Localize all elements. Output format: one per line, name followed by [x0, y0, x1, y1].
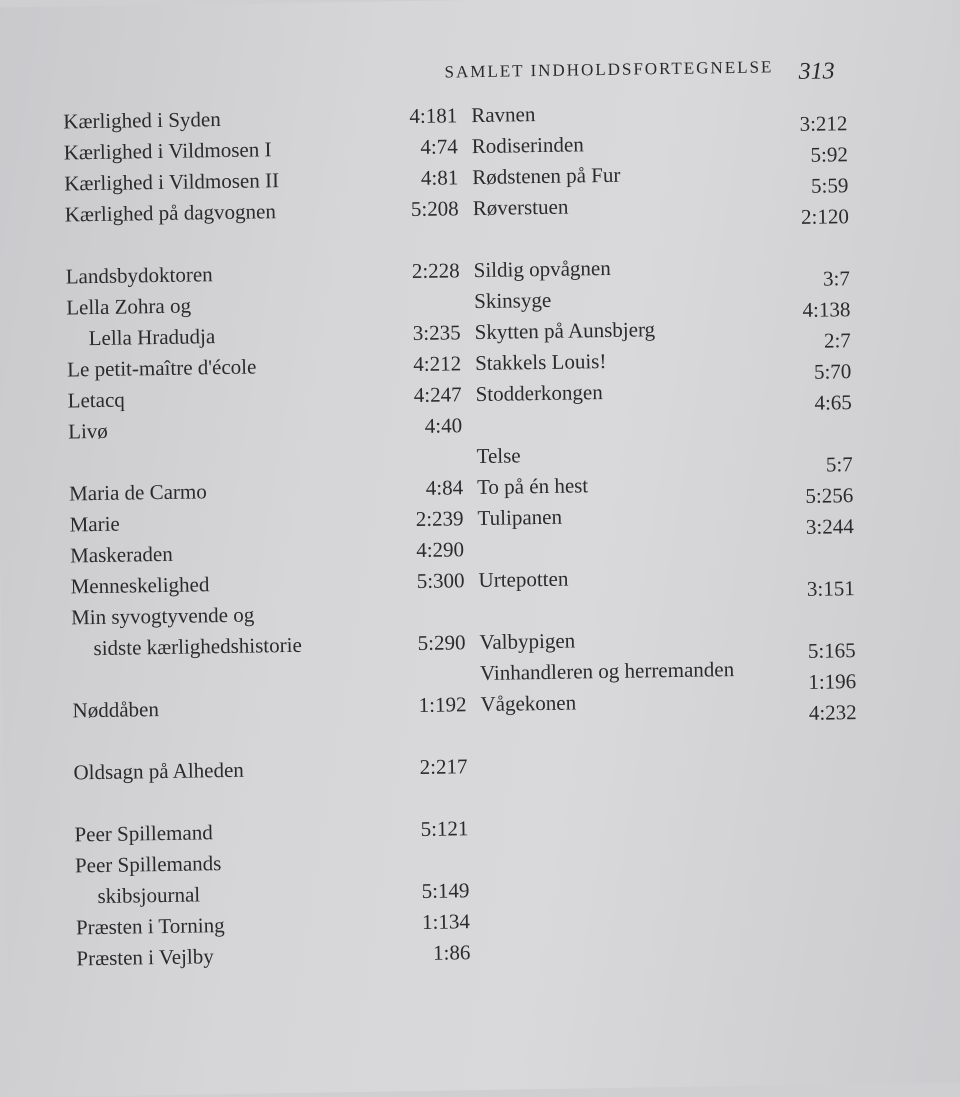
- entry-volume-page: 5:92: [810, 142, 849, 167]
- entry-title: Ravnen: [471, 102, 536, 128]
- index-column-right: [471, 94, 861, 725]
- entry-volume-page: 5:165: [807, 638, 856, 663]
- entry-volume-page: 1:134: [421, 909, 471, 934]
- page-number: 313: [798, 58, 835, 85]
- entry-title: Telse: [476, 443, 521, 469]
- entry-title: Le petit-maître d'école: [67, 354, 257, 382]
- entry-title: Peer Spillemands: [74, 851, 222, 878]
- entry-title: Vinhandleren og herremanden: [479, 657, 735, 686]
- entry-title: Livø: [67, 418, 109, 444]
- entry-volume-page: 5:208: [410, 196, 459, 222]
- entry-title: Landsbydoktoren: [65, 262, 213, 289]
- entry-volume-page: 4:232: [808, 700, 857, 725]
- entry-title: Menneskelighed: [70, 572, 210, 599]
- entry-title: Tulipanen: [477, 504, 563, 531]
- entry-volume-page: 2:228: [411, 258, 460, 284]
- entry-volume-page: 2:239: [415, 506, 464, 532]
- entry-title: Sildig opvågnen: [473, 255, 611, 283]
- index-entry: [475, 373, 855, 415]
- entry-volume-page: 4:74: [420, 134, 458, 159]
- entry-title: Marie: [69, 511, 120, 537]
- index-entry: [71, 627, 471, 664]
- entry-volume-page: 4:138: [802, 297, 851, 322]
- entry-title: Kærlighed på dagvognen: [64, 199, 277, 227]
- running-head: SAMLET INDHOLDSFORTEGNELSE: [444, 57, 774, 82]
- entry-title: Præsten i Vejlby: [76, 944, 214, 971]
- entry-title: Lella Zohra og: [66, 293, 192, 320]
- index-column-left: [63, 100, 477, 974]
- entry-volume-page: 1:86: [432, 940, 471, 965]
- entry-volume-page: 5:59: [810, 173, 849, 198]
- entry-volume-page: 5:149: [421, 878, 470, 903]
- entry-title: Peer Spillemand: [74, 820, 213, 847]
- entry-volume-page: 1:192: [418, 692, 467, 717]
- entry-title: Urtepotten: [478, 566, 569, 593]
- entry-title: sidste kærlighedshistorie: [93, 632, 302, 661]
- index-entry: [478, 559, 858, 601]
- entry-title: Kærlighed i Syden: [63, 107, 221, 134]
- entry-volume-page: 4:65: [814, 390, 852, 415]
- index-entry: [73, 751, 473, 788]
- index-entry: [72, 689, 472, 726]
- entry-volume-page: 2:120: [800, 204, 850, 229]
- entry-volume-page: 2:7: [823, 328, 852, 353]
- entry-volume-page: 3:7: [822, 266, 851, 291]
- entry-title: Lella Hradudja: [88, 324, 216, 351]
- entry-title: Skinsyge: [473, 287, 552, 314]
- entry-title: Kærlighed i Vildmosen II: [64, 168, 280, 196]
- entry-title: Letacq: [67, 387, 125, 413]
- entry-title: Røverstuen: [472, 194, 569, 221]
- index-entry: [477, 497, 857, 539]
- entry-title: Stodderkongen: [475, 380, 603, 407]
- entry-volume-page: 2:217: [419, 754, 468, 779]
- entry-volume-page: 3:151: [806, 576, 855, 601]
- entry-volume-page: 5:121: [420, 816, 469, 841]
- entry-title: Maskeraden: [69, 541, 173, 568]
- entry-title: Kærlighed i Vildmosen I: [63, 137, 272, 165]
- entry-title: Maria de Carmo: [68, 479, 207, 506]
- index-entry: [76, 937, 476, 974]
- entry-volume-page: 4:247: [413, 382, 462, 408]
- entry-volume-page: 4:84: [425, 475, 464, 500]
- entry-title: Stakkels Louis!: [474, 348, 607, 376]
- entry-title: Rødstenen på Fur: [472, 162, 621, 190]
- entry-volume-page: 4:290: [416, 537, 465, 563]
- entry-title: Valbypigen: [479, 628, 576, 655]
- entry-volume-page: 3:244: [805, 514, 854, 539]
- entry-volume-page: 4:181: [409, 103, 458, 129]
- index-entry: [472, 187, 852, 229]
- entry-volume-page: 3:235: [412, 320, 461, 346]
- entry-title: skibsjournal: [97, 882, 201, 909]
- entry-title: Skytten på Aunsbjerg: [474, 317, 656, 345]
- entry-volume-page: 4:81: [420, 165, 459, 190]
- entry-volume-page: 1:196: [808, 669, 857, 694]
- entry-volume-page: 5:290: [417, 630, 466, 655]
- entry-title: Rodiserinden: [471, 132, 584, 159]
- index-entry: [68, 410, 468, 447]
- entry-volume-page: 4:40: [424, 413, 463, 438]
- entry-volume-page: 5:300: [416, 568, 465, 593]
- entry-volume-page: 5:7: [825, 452, 853, 477]
- entry-title: Oldsagn på Alheden: [73, 757, 244, 785]
- entry-title: To på én hest: [476, 473, 589, 500]
- entry-title: Vågekonen: [480, 690, 577, 717]
- entry-title: Min syvogtyvende og: [70, 602, 255, 630]
- entry-title: Præsten i Torning: [75, 913, 225, 940]
- entry-volume-page: 3:212: [799, 111, 848, 136]
- entry-volume-page: 5:70: [813, 359, 852, 384]
- entry-volume-page: 4:212: [413, 351, 462, 377]
- entry-volume-page: 5:256: [805, 483, 854, 508]
- index-entry: [480, 683, 860, 725]
- entry-title: Nøddåben: [72, 697, 160, 723]
- index-entry: [65, 193, 465, 230]
